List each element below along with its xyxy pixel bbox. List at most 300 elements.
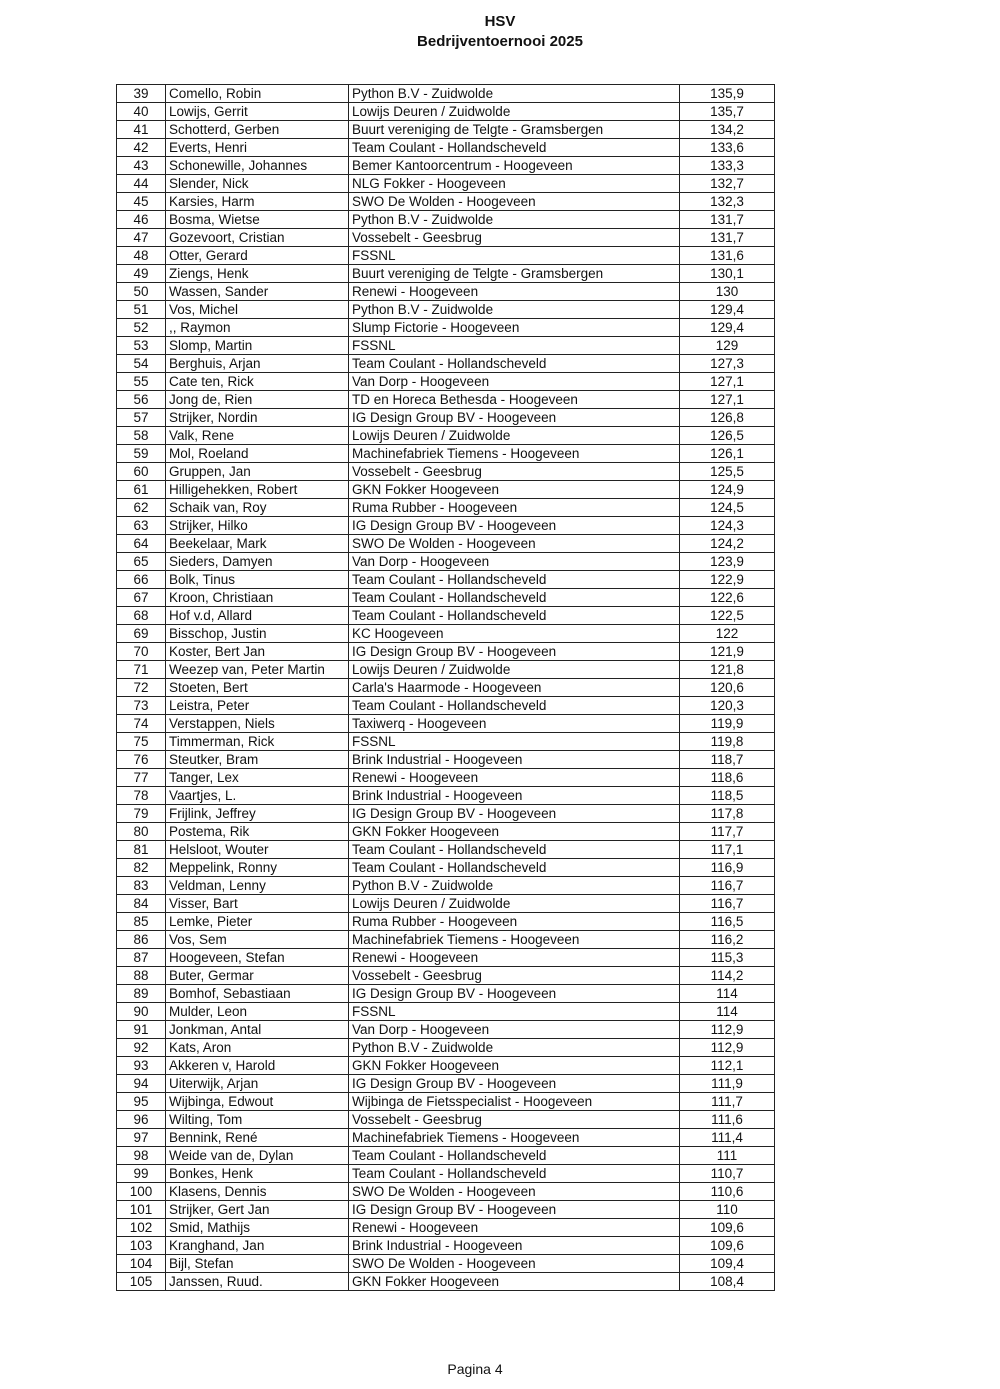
table-row <box>117 1075 775 1093</box>
participant-name-cell: Schaik van, Roy <box>166 499 349 517</box>
score-cell: 117,7 <box>680 823 775 841</box>
score-cell: 119,9 <box>680 715 775 733</box>
rank-cell: 93 <box>117 1057 166 1075</box>
rank-cell: 51 <box>117 301 166 319</box>
company-cell: FSSNL <box>349 1003 680 1021</box>
table-row <box>117 1273 775 1291</box>
table-row <box>117 1147 775 1165</box>
participant-name-cell: Klasens, Dennis <box>166 1183 349 1201</box>
table-row <box>117 463 775 481</box>
score-cell: 130,1 <box>680 265 775 283</box>
rank-cell: 58 <box>117 427 166 445</box>
company-cell: Brink Industrial - Hoogeveen <box>349 1237 680 1255</box>
participant-name-cell: Bonkes, Henk <box>166 1165 349 1183</box>
company-cell: Wijbinga de Fietsspecialist - Hoogeveen <box>349 1093 680 1111</box>
score-cell: 131,6 <box>680 247 775 265</box>
rank-cell: 74 <box>117 715 166 733</box>
table-row <box>117 319 775 337</box>
score-cell: 116,7 <box>680 895 775 913</box>
participant-name-cell: Hof v.d, Allard <box>166 607 349 625</box>
rank-cell: 68 <box>117 607 166 625</box>
company-cell: Buurt vereniging de Telgte - Gramsbergen <box>349 121 680 139</box>
participant-name-cell: Hilligehekken, Robert <box>166 481 349 499</box>
score-cell: 116,7 <box>680 877 775 895</box>
score-cell: 110 <box>680 1201 775 1219</box>
company-cell: Renewi - Hoogeveen <box>349 949 680 967</box>
rank-cell: 42 <box>117 139 166 157</box>
table-row <box>117 535 775 553</box>
score-cell: 109,4 <box>680 1255 775 1273</box>
rank-cell: 102 <box>117 1219 166 1237</box>
participant-name-cell: Kroon, Christiaan <box>166 589 349 607</box>
score-cell: 112,9 <box>680 1021 775 1039</box>
participant-name-cell: Vos, Michel <box>166 301 349 319</box>
table-row <box>117 1093 775 1111</box>
document-title: HSV <box>484 13 516 30</box>
table-row <box>117 913 775 931</box>
company-cell: Machinefabriek Tiemens - Hoogeveen <box>349 1129 680 1147</box>
company-cell: Team Coulant - Hollandscheveld <box>349 589 680 607</box>
participant-name-cell: Ziengs, Henk <box>166 265 349 283</box>
score-cell: 120,6 <box>680 679 775 697</box>
rank-cell: 96 <box>117 1111 166 1129</box>
participant-name-cell: Bennink, René <box>166 1129 349 1147</box>
company-cell: Renewi - Hoogeveen <box>349 1219 680 1237</box>
company-cell: IG Design Group BV - Hoogeveen <box>349 985 680 1003</box>
company-cell: Renewi - Hoogeveen <box>349 283 680 301</box>
table-row <box>117 1111 775 1129</box>
company-cell: Brink Industrial - Hoogeveen <box>349 751 680 769</box>
company-cell: NLG Fokker - Hoogeveen <box>349 175 680 193</box>
score-cell: 131,7 <box>680 211 775 229</box>
participant-name-cell: Bosma, Wietse <box>166 211 349 229</box>
page-number: Pagina 4 <box>447 1361 503 1377</box>
participant-name-cell: Koster, Bert Jan <box>166 643 349 661</box>
score-cell: 122,9 <box>680 571 775 589</box>
company-cell: Lowijs Deuren / Zuidwolde <box>349 661 680 679</box>
table-row <box>117 355 775 373</box>
table-row <box>117 301 775 319</box>
table-row <box>117 733 775 751</box>
table-row <box>117 1183 775 1201</box>
participant-name-cell: Uiterwijk, Arjan <box>166 1075 349 1093</box>
score-cell: 116,2 <box>680 931 775 949</box>
score-cell: 133,3 <box>680 157 775 175</box>
rank-cell: 64 <box>117 535 166 553</box>
company-cell: GKN Fokker Hoogeveen <box>349 1273 680 1291</box>
score-cell: 114,2 <box>680 967 775 985</box>
participant-name-cell: Schotterd, Gerben <box>166 121 349 139</box>
score-cell: 111,4 <box>680 1129 775 1147</box>
participant-name-cell: Karsies, Harm <box>166 193 349 211</box>
company-cell: Taxiwerq - Hoogeveen <box>349 715 680 733</box>
score-cell: 134,2 <box>680 121 775 139</box>
rank-cell: 79 <box>117 805 166 823</box>
participant-name-cell: Jonkman, Antal <box>166 1021 349 1039</box>
company-cell: IG Design Group BV - Hoogeveen <box>349 517 680 535</box>
participant-name-cell: Lemke, Pieter <box>166 913 349 931</box>
score-cell: 126,8 <box>680 409 775 427</box>
score-cell: 133,6 <box>680 139 775 157</box>
table-row <box>117 337 775 355</box>
company-cell: Python B.V - Zuidwolde <box>349 877 680 895</box>
table-row <box>117 1255 775 1273</box>
participant-name-cell: Jong de, Rien <box>166 391 349 409</box>
company-cell: SWO De Wolden - Hoogeveen <box>349 535 680 553</box>
score-cell: 129 <box>680 337 775 355</box>
rank-cell: 60 <box>117 463 166 481</box>
score-cell: 116,9 <box>680 859 775 877</box>
participant-name-cell: Beekelaar, Mark <box>166 535 349 553</box>
score-cell: 126,1 <box>680 445 775 463</box>
participant-name-cell: Veldman, Lenny <box>166 877 349 895</box>
rank-cell: 73 <box>117 697 166 715</box>
score-cell: 122,6 <box>680 589 775 607</box>
score-cell: 124,9 <box>680 481 775 499</box>
participant-name-cell: Akkeren v, Harold <box>166 1057 349 1075</box>
table-row <box>117 1021 775 1039</box>
table-row <box>117 1003 775 1021</box>
company-cell: Van Dorp - Hoogeveen <box>349 1021 680 1039</box>
table-row <box>117 805 775 823</box>
score-cell: 127,1 <box>680 391 775 409</box>
rank-cell: 63 <box>117 517 166 535</box>
table-row <box>117 373 775 391</box>
company-cell: Brink Industrial - Hoogeveen <box>349 787 680 805</box>
score-cell: 122 <box>680 625 775 643</box>
rank-cell: 48 <box>117 247 166 265</box>
participant-name-cell: Hoogeveen, Stefan <box>166 949 349 967</box>
company-cell: Machinefabriek Tiemens - Hoogeveen <box>349 445 680 463</box>
score-cell: 108,4 <box>680 1273 775 1291</box>
rank-cell: 78 <box>117 787 166 805</box>
results-table <box>116 84 775 1291</box>
company-cell: Lowijs Deuren / Zuidwolde <box>349 895 680 913</box>
table-row <box>117 679 775 697</box>
company-cell: Lowijs Deuren / Zuidwolde <box>349 103 680 121</box>
participant-name-cell: Weezep van, Peter Martin <box>166 661 349 679</box>
participant-name-cell: Steutker, Bram <box>166 751 349 769</box>
participant-name-cell: Lowijs, Gerrit <box>166 103 349 121</box>
rank-cell: 57 <box>117 409 166 427</box>
participant-name-cell: Smid, Mathijs <box>166 1219 349 1237</box>
rank-cell: 103 <box>117 1237 166 1255</box>
rank-cell: 81 <box>117 841 166 859</box>
table-row <box>117 715 775 733</box>
rank-cell: 44 <box>117 175 166 193</box>
score-cell: 111,7 <box>680 1093 775 1111</box>
score-cell: 130 <box>680 283 775 301</box>
company-cell: FSSNL <box>349 733 680 751</box>
participant-name-cell: Strijker, Gert Jan <box>166 1201 349 1219</box>
score-cell: 118,6 <box>680 769 775 787</box>
rank-cell: 61 <box>117 481 166 499</box>
results-table-body <box>117 85 775 1291</box>
rank-cell: 70 <box>117 643 166 661</box>
table-row <box>117 949 775 967</box>
table-row <box>117 1057 775 1075</box>
company-cell: Team Coulant - Hollandscheveld <box>349 1165 680 1183</box>
company-cell: IG Design Group BV - Hoogeveen <box>349 1201 680 1219</box>
company-cell: Machinefabriek Tiemens - Hoogeveen <box>349 931 680 949</box>
rank-cell: 59 <box>117 445 166 463</box>
company-cell: Carla's Haarmode - Hoogeveen <box>349 679 680 697</box>
rank-cell: 100 <box>117 1183 166 1201</box>
rank-cell: 49 <box>117 265 166 283</box>
company-cell: Ruma Rubber - Hoogeveen <box>349 913 680 931</box>
rank-cell: 87 <box>117 949 166 967</box>
score-cell: 118,7 <box>680 751 775 769</box>
table-row <box>117 193 775 211</box>
score-cell: 122,5 <box>680 607 775 625</box>
rank-cell: 40 <box>117 103 166 121</box>
company-cell: Van Dorp - Hoogeveen <box>349 373 680 391</box>
company-cell: SWO De Wolden - Hoogeveen <box>349 193 680 211</box>
company-cell: Team Coulant - Hollandscheveld <box>349 697 680 715</box>
participant-name-cell: Tanger, Lex <box>166 769 349 787</box>
participant-name-cell: Verstappen, Niels <box>166 715 349 733</box>
rank-cell: 90 <box>117 1003 166 1021</box>
participant-name-cell: Vaartjes, L. <box>166 787 349 805</box>
table-row <box>117 1237 775 1255</box>
score-cell: 109,6 <box>680 1219 775 1237</box>
company-cell: Vossebelt - Geesbrug <box>349 1111 680 1129</box>
company-cell: IG Design Group BV - Hoogeveen <box>349 643 680 661</box>
score-cell: 123,9 <box>680 553 775 571</box>
score-cell: 111 <box>680 1147 775 1165</box>
rank-cell: 99 <box>117 1165 166 1183</box>
table-row <box>117 769 775 787</box>
table-row <box>117 1129 775 1147</box>
rank-cell: 86 <box>117 931 166 949</box>
participant-name-cell: Visser, Bart <box>166 895 349 913</box>
table-row <box>117 931 775 949</box>
score-cell: 135,9 <box>680 85 775 103</box>
score-cell: 114 <box>680 985 775 1003</box>
participant-name-cell: Leistra, Peter <box>166 697 349 715</box>
participant-name-cell: Kats, Aron <box>166 1039 349 1057</box>
rank-cell: 54 <box>117 355 166 373</box>
document-header <box>0 12 1000 52</box>
participant-name-cell: Wilting, Tom <box>166 1111 349 1129</box>
score-cell: 118,5 <box>680 787 775 805</box>
score-cell: 132,3 <box>680 193 775 211</box>
score-cell: 111,9 <box>680 1075 775 1093</box>
rank-cell: 41 <box>117 121 166 139</box>
table-row <box>117 895 775 913</box>
company-cell: Slump Fictorie - Hoogeveen <box>349 319 680 337</box>
rank-cell: 75 <box>117 733 166 751</box>
table-row <box>117 967 775 985</box>
score-cell: 117,8 <box>680 805 775 823</box>
participant-name-cell: Buter, Germar <box>166 967 349 985</box>
rank-cell: 71 <box>117 661 166 679</box>
participant-name-cell: Valk, Rene <box>166 427 349 445</box>
table-row <box>117 787 775 805</box>
table-row <box>117 445 775 463</box>
table-row <box>117 103 775 121</box>
participant-name-cell: Helsloot, Wouter <box>166 841 349 859</box>
rank-cell: 82 <box>117 859 166 877</box>
company-cell: Team Coulant - Hollandscheveld <box>349 571 680 589</box>
company-cell: IG Design Group BV - Hoogeveen <box>349 1075 680 1093</box>
company-cell: Python B.V - Zuidwolde <box>349 211 680 229</box>
company-cell: GKN Fokker Hoogeveen <box>349 823 680 841</box>
participant-name-cell: Bijl, Stefan <box>166 1255 349 1273</box>
score-cell: 124,5 <box>680 499 775 517</box>
rank-cell: 83 <box>117 877 166 895</box>
table-row <box>117 607 775 625</box>
table-row <box>117 589 775 607</box>
score-cell: 127,3 <box>680 355 775 373</box>
rank-cell: 101 <box>117 1201 166 1219</box>
rank-cell: 55 <box>117 373 166 391</box>
company-cell: Team Coulant - Hollandscheveld <box>349 841 680 859</box>
score-cell: 121,8 <box>680 661 775 679</box>
participant-name-cell: Postema, Rik <box>166 823 349 841</box>
table-row <box>117 841 775 859</box>
table-row <box>117 517 775 535</box>
participant-name-cell: Wijbinga, Edwout <box>166 1093 349 1111</box>
participant-name-cell: Gruppen, Jan <box>166 463 349 481</box>
rank-cell: 56 <box>117 391 166 409</box>
company-cell: Vossebelt - Geesbrug <box>349 229 680 247</box>
score-cell: 112,9 <box>680 1039 775 1057</box>
company-cell: Lowijs Deuren / Zuidwolde <box>349 427 680 445</box>
table-row <box>117 877 775 895</box>
rank-cell: 104 <box>117 1255 166 1273</box>
participant-name-cell: Bomhof, Sebastiaan <box>166 985 349 1003</box>
rank-cell: 85 <box>117 913 166 931</box>
rank-cell: 69 <box>117 625 166 643</box>
company-cell: TD en Horeca Bethesda - Hoogeveen <box>349 391 680 409</box>
document-subtitle: Bedrijventoernooi 2025 <box>417 33 583 50</box>
table-row <box>117 427 775 445</box>
table-row <box>117 157 775 175</box>
rank-cell: 53 <box>117 337 166 355</box>
company-cell: IG Design Group BV - Hoogeveen <box>349 409 680 427</box>
company-cell: Vossebelt - Geesbrug <box>349 463 680 481</box>
rank-cell: 88 <box>117 967 166 985</box>
table-row <box>117 1201 775 1219</box>
company-cell: Team Coulant - Hollandscheveld <box>349 607 680 625</box>
participant-name-cell: Wassen, Sander <box>166 283 349 301</box>
score-cell: 117,1 <box>680 841 775 859</box>
rank-cell: 76 <box>117 751 166 769</box>
rank-cell: 94 <box>117 1075 166 1093</box>
company-cell: IG Design Group BV - Hoogeveen <box>349 805 680 823</box>
table-row <box>117 265 775 283</box>
rank-cell: 45 <box>117 193 166 211</box>
company-cell: Team Coulant - Hollandscheveld <box>349 1147 680 1165</box>
score-cell: 111,6 <box>680 1111 775 1129</box>
rank-cell: 92 <box>117 1039 166 1057</box>
table-row <box>117 859 775 877</box>
participant-name-cell: Strijker, Hilko <box>166 517 349 535</box>
table-row <box>117 625 775 643</box>
company-cell: Team Coulant - Hollandscheveld <box>349 355 680 373</box>
participant-name-cell: Mulder, Leon <box>166 1003 349 1021</box>
table-row <box>117 283 775 301</box>
score-cell: 132,7 <box>680 175 775 193</box>
table-row <box>117 1039 775 1057</box>
company-cell: Python B.V - Zuidwolde <box>349 1039 680 1057</box>
table-row <box>117 121 775 139</box>
company-cell: Ruma Rubber - Hoogeveen <box>349 499 680 517</box>
table-row <box>117 643 775 661</box>
table-row <box>117 229 775 247</box>
table-row <box>117 571 775 589</box>
table-row <box>117 139 775 157</box>
participant-name-cell: Kranghand, Jan <box>166 1237 349 1255</box>
company-cell: GKN Fokker Hoogeveen <box>349 481 680 499</box>
table-row <box>117 1165 775 1183</box>
participant-name-cell: Stoeten, Bert <box>166 679 349 697</box>
rank-cell: 98 <box>117 1147 166 1165</box>
rank-cell: 97 <box>117 1129 166 1147</box>
table-row <box>117 499 775 517</box>
participant-name-cell: Cate ten, Rick <box>166 373 349 391</box>
participant-name-cell: Everts, Henri <box>166 139 349 157</box>
score-cell: 124,3 <box>680 517 775 535</box>
table-row <box>117 985 775 1003</box>
participant-name-cell: Vos, Sem <box>166 931 349 949</box>
participant-name-cell: Slender, Nick <box>166 175 349 193</box>
score-cell: 127,1 <box>680 373 775 391</box>
rank-cell: 50 <box>117 283 166 301</box>
company-cell: Bemer Kantoorcentrum - Hoogeveen <box>349 157 680 175</box>
score-cell: 110,7 <box>680 1165 775 1183</box>
table-row <box>117 1219 775 1237</box>
participant-name-cell: Comello, Robin <box>166 85 349 103</box>
score-cell: 124,2 <box>680 535 775 553</box>
score-cell: 119,8 <box>680 733 775 751</box>
score-cell: 116,5 <box>680 913 775 931</box>
participant-name-cell: Weide van de, Dylan <box>166 1147 349 1165</box>
company-cell: Renewi - Hoogeveen <box>349 769 680 787</box>
participant-name-cell: Gozevoort, Cristian <box>166 229 349 247</box>
participant-name-cell: Schonewille, Johannes <box>166 157 349 175</box>
rank-cell: 46 <box>117 211 166 229</box>
rank-cell: 77 <box>117 769 166 787</box>
company-cell: GKN Fokker Hoogeveen <box>349 1057 680 1075</box>
rank-cell: 43 <box>117 157 166 175</box>
company-cell: KC Hoogeveen <box>349 625 680 643</box>
score-cell: 129,4 <box>680 301 775 319</box>
participant-name-cell: Berghuis, Arjan <box>166 355 349 373</box>
participant-name-cell: Slomp, Martin <box>166 337 349 355</box>
table-row <box>117 409 775 427</box>
score-cell: 109,6 <box>680 1237 775 1255</box>
company-cell: SWO De Wolden - Hoogeveen <box>349 1255 680 1273</box>
score-cell: 121,9 <box>680 643 775 661</box>
participant-name-cell: Bolk, Tinus <box>166 571 349 589</box>
company-cell: SWO De Wolden - Hoogeveen <box>349 1183 680 1201</box>
participant-name-cell: Strijker, Nordin <box>166 409 349 427</box>
participant-name-cell: Otter, Gerard <box>166 247 349 265</box>
rank-cell: 39 <box>117 85 166 103</box>
table-row <box>117 661 775 679</box>
company-cell: Team Coulant - Hollandscheveld <box>349 139 680 157</box>
rank-cell: 95 <box>117 1093 166 1111</box>
score-cell: 126,5 <box>680 427 775 445</box>
participant-name-cell: Frijlink, Jeffrey <box>166 805 349 823</box>
table-row <box>117 211 775 229</box>
company-cell: Python B.V - Zuidwolde <box>349 301 680 319</box>
participant-name-cell: Meppelink, Ronny <box>166 859 349 877</box>
rank-cell: 66 <box>117 571 166 589</box>
rank-cell: 91 <box>117 1021 166 1039</box>
